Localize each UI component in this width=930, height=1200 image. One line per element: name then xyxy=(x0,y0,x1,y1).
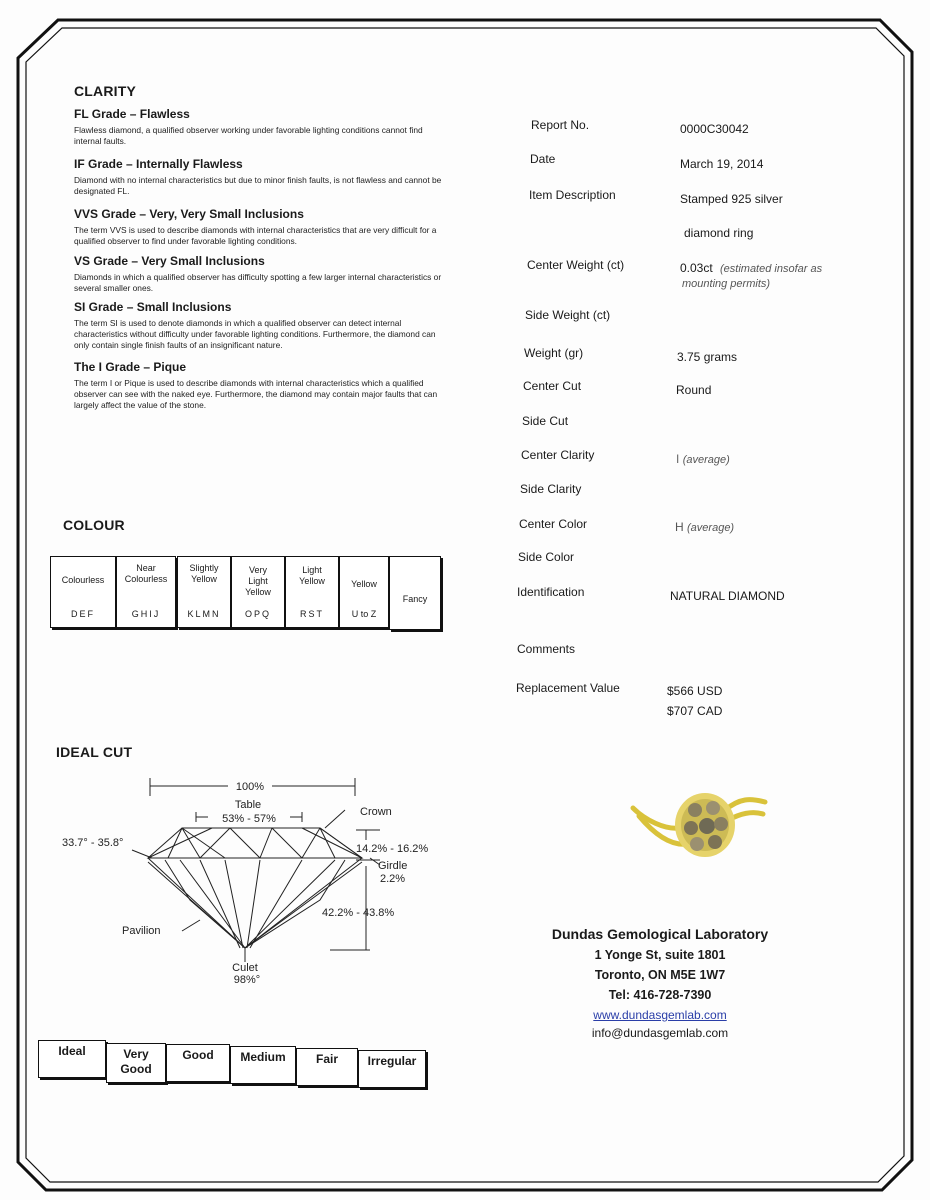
colour-code: OPQ xyxy=(244,609,271,619)
grade-title: VVS Grade – Very, Very Small Inclusions xyxy=(74,207,304,221)
grade-title: SI Grade – Small Inclusions xyxy=(74,300,232,314)
colour-box-fancy xyxy=(389,556,441,630)
clarity-grade-si xyxy=(74,300,444,360)
value-center-color-note: (average) xyxy=(687,522,735,534)
value-center-color xyxy=(675,520,734,534)
cut-grade-ideal: Ideal xyxy=(38,1040,106,1078)
diagram-crown-angle: 33.7° - 35.8° xyxy=(62,837,124,849)
lab-address-1: 1 Yonge St, suite 1801 xyxy=(594,948,726,962)
colour-code: KLMN xyxy=(187,609,221,619)
lab-info xyxy=(520,926,800,1040)
clarity-grades xyxy=(74,107,444,411)
colour-label: Near Colourless xyxy=(124,563,168,584)
label-side-color: Side Color xyxy=(518,550,575,564)
label-report-no: Report No. xyxy=(531,118,590,132)
colour-label: Fancy xyxy=(402,594,428,604)
clarity-grade-if xyxy=(74,157,444,207)
label-center-clarity: Center Clarity xyxy=(521,448,595,462)
label-center-color: Center Color xyxy=(519,517,588,531)
colour-box-near-colourless xyxy=(116,556,176,628)
label-identification: Identification xyxy=(517,585,585,599)
diagram-total: 100% xyxy=(235,781,265,793)
grade-desc: The term VVS is used to describe diamonds with internal characteristics that are very difficult for a qualified observer to find under favorable lighting conditions. xyxy=(74,225,437,246)
grade-title: IF Grade – Internally Flawless xyxy=(74,157,243,171)
value-weight-gr: 3.75 grams xyxy=(677,350,738,364)
value-replacement-cad: $707 CAD xyxy=(667,704,723,718)
grade-title: FL Grade – Flawless xyxy=(74,107,190,121)
colour-box-very-light-yellow xyxy=(231,556,285,628)
label-weight-gr: Weight (gr) xyxy=(524,346,584,360)
grade-desc: Diamonds in which a qualified observer has difficulty spotting a few larger internal characteristics or several smaller ones. xyxy=(74,272,442,293)
colour-title: COLOUR xyxy=(63,517,125,533)
clarity-grade-i xyxy=(74,360,444,411)
lab-address-2: Toronto, ON M5E 1W7 xyxy=(594,968,726,982)
grade-desc: Diamond with no internal characteristics but due to minor finish faults, is not flawless and cannot be designated FL. xyxy=(74,175,442,196)
value-center-cut: Round xyxy=(676,383,712,397)
colour-box-yellow xyxy=(339,556,389,628)
cut-grade-irregular: Irregular xyxy=(358,1050,426,1088)
value-item-description-2: diamond ring xyxy=(684,226,754,240)
label-center-cut: Center Cut xyxy=(523,379,582,393)
diagram-girdle-value: 2.2% xyxy=(380,873,406,885)
colour-code: GHIJ xyxy=(131,609,161,619)
colour-box-light-yellow xyxy=(285,556,339,628)
clarity-grade-vvs xyxy=(74,207,444,254)
label-comments: Comments xyxy=(517,642,576,656)
label-center-weight: Center Weight (ct) xyxy=(527,258,625,272)
diagram-culet-value: 98%° xyxy=(233,974,261,986)
diagram-table-label: Table xyxy=(234,799,262,811)
colour-box-colourless xyxy=(50,556,116,628)
colour-label: Yellow xyxy=(351,579,377,589)
grade-title: The I Grade – Pique xyxy=(74,360,187,374)
value-center-color-main: H xyxy=(675,520,684,534)
label-side-weight: Side Weight (ct) xyxy=(525,308,611,322)
colour-label: Colourless xyxy=(61,575,105,585)
value-item-description: Stamped 925 silver xyxy=(680,192,783,206)
lab-name: Dundas Gemological Laboratory xyxy=(551,926,769,942)
diagram-culet-label: Culet xyxy=(232,962,258,974)
grade-title: VS Grade – Very Small Inclusions xyxy=(74,254,265,268)
clarity-title: CLARITY xyxy=(74,83,137,99)
value-identification: NATURAL DIAMOND xyxy=(670,589,785,603)
ring-photo xyxy=(625,780,775,870)
value-center-clarity xyxy=(676,452,730,466)
lab-email: info@dundasgemlab.com xyxy=(591,1026,729,1040)
cut-grade-good: Good xyxy=(166,1044,230,1082)
label-date: Date xyxy=(530,152,556,166)
diagram-girdle-label: Girdle xyxy=(378,860,408,872)
label-replacement-value: Replacement Value xyxy=(516,681,620,695)
value-center-weight-main: 0.03ct xyxy=(680,261,713,275)
grade-desc: Flawless diamond, a qualified observer working under favorable lighting conditions cannot find internal faults. xyxy=(74,125,423,146)
label-item-description: Item Description xyxy=(529,188,616,202)
colour-code: DEF xyxy=(71,609,95,619)
colour-label: Light Yellow xyxy=(299,565,325,586)
diagram-pavilion-depth: 42.2% - 43.8% xyxy=(322,907,395,919)
grade-desc: The term I or Pique is used to describe diamonds with internal characteristics which a qualified observer can see with the naked eye. Furthermore, the diamond may contain major faults that can largely affect the value of the stone. xyxy=(74,378,438,410)
cut-grade-medium: Medium xyxy=(230,1046,296,1084)
grade-desc: The term SI is used to denote diamonds in which a qualified observer can detect internal characteristics without difficulty under favorable lighting conditions. Furthermore, the diamond can only contain single finish faults of an insignificant nature. xyxy=(74,318,436,350)
colour-box-slightly-yellow xyxy=(177,556,231,628)
diagram-crown-height: 14.2% - 16.2% xyxy=(356,843,429,855)
diamond-diagram xyxy=(40,770,440,990)
cut-grade-fair: Fair xyxy=(296,1048,358,1086)
lab-website-link[interactable]: www.dundasgemlab.com xyxy=(593,1008,727,1022)
colour-label: Slightly Yellow xyxy=(189,563,219,584)
label-side-clarity: Side Clarity xyxy=(520,482,582,496)
colour-label: Very Light Yellow xyxy=(245,565,271,597)
colour-code: U to Z xyxy=(351,609,377,619)
diagram-crown-label: Crown xyxy=(360,806,392,818)
value-date: March 19, 2014 xyxy=(680,157,764,171)
clarity-grade-vs xyxy=(74,254,444,300)
ideal-cut-title: IDEAL CUT xyxy=(56,744,133,760)
label-side-cut: Side Cut xyxy=(522,414,569,428)
diagram-table-range: 53% - 57% xyxy=(222,813,276,825)
value-report-no: 0000C30042 xyxy=(680,122,749,136)
value-center-clarity-main: I xyxy=(676,452,680,466)
colour-code: RST xyxy=(300,609,324,619)
cut-grade-very-good: Very Good xyxy=(106,1043,166,1083)
value-replacement-usd: $566 USD xyxy=(667,684,723,698)
lab-tel: Tel: 416-728-7390 xyxy=(608,988,712,1002)
value-center-clarity-note: (average) xyxy=(682,454,730,466)
diagram-pavilion-label: Pavilion xyxy=(122,925,161,937)
value-center-weight-note: (estimated insofar as mounting permits) xyxy=(682,263,823,290)
clarity-grade-fl xyxy=(74,107,444,157)
